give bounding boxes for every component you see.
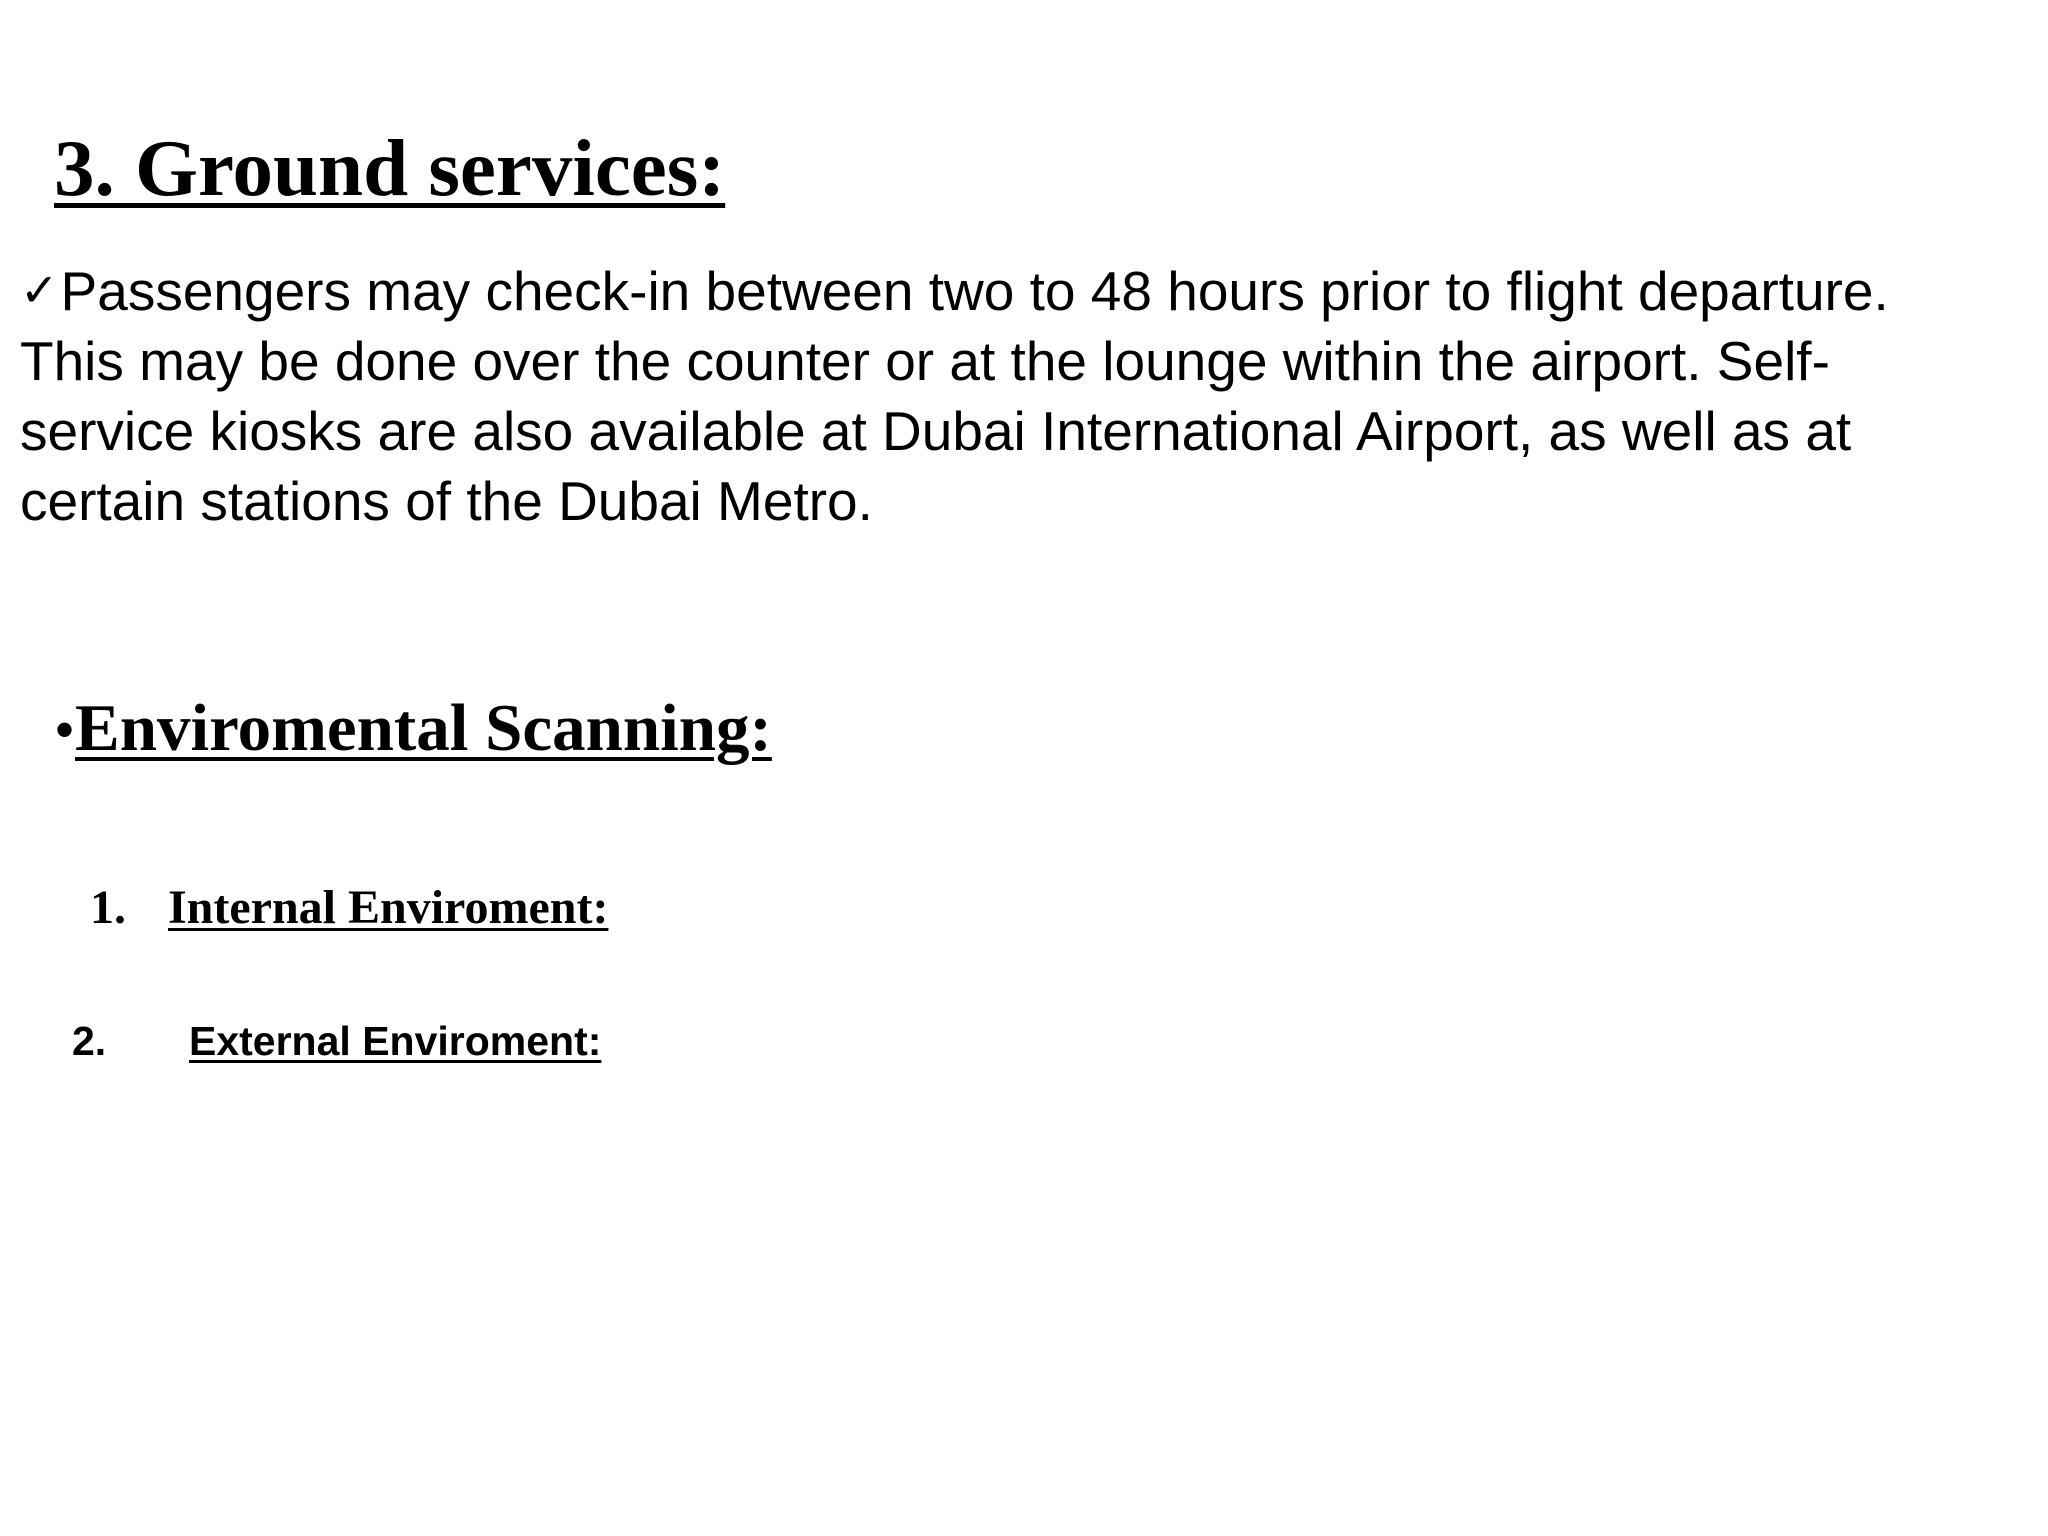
list-item-number: 1. [90,881,126,934]
bullet-icon: • [54,697,76,763]
section-heading [54,686,772,772]
list-item-label: Internal Enviroment: [168,881,609,934]
section-heading-text: Enviromental Scanning: [75,691,772,765]
list-item-label: External Enviroment: [189,1018,602,1064]
paragraph-line-3: service kiosks are also available at Dubai International Airport, as well as at [20,400,1852,462]
list-item-number: 2. [72,1018,107,1064]
list-item-internal-environment [90,878,608,938]
paragraph-line-2: This may be done over the counter or at the lounge within the airport. Self- [20,330,1830,392]
paragraph-line-1-text: Passengers may check-in between two to 48 hours prior to flight departure. [60,260,1889,322]
slide-title: 3. Ground services: [54,123,726,213]
paragraph-line-1 [20,255,2020,326]
list-item-external-environment [72,1013,601,1069]
check-mark-icon: ✓ [20,263,59,317]
paragraph-line-4: certain stations of the Dubai Metro. [20,470,873,532]
ground-services-paragraph [20,255,2020,536]
